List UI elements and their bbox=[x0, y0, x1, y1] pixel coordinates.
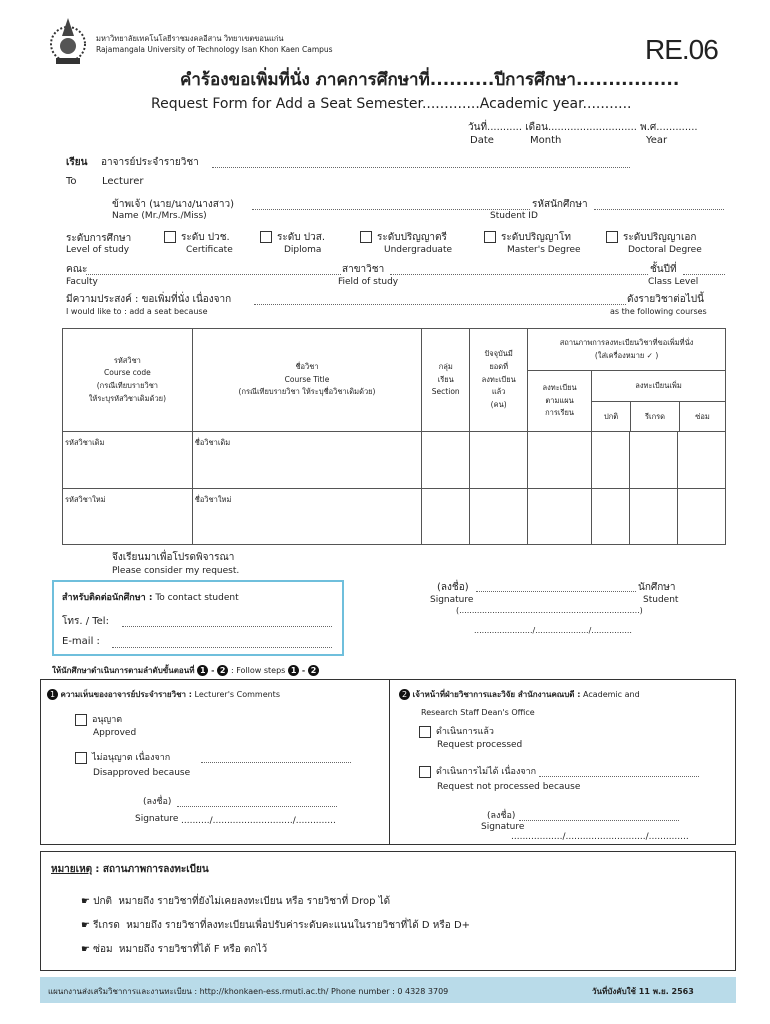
approve-en: Approved bbox=[93, 728, 137, 738]
name-th: ข้าพเจ้า (นาย/นาง/นางสาว) bbox=[112, 199, 234, 210]
month-label: Month bbox=[530, 135, 562, 146]
processed-en: Request processed bbox=[437, 740, 523, 750]
purpose-en-end: as the following courses bbox=[610, 307, 707, 316]
footer-text: แผนกงานส่งเสริมวิชาการและงานทะเบียน : http://khonkaen-ess.rmuti.ac.th/ Phone number : 0 4328 3709 bbox=[48, 987, 449, 996]
new-code-cell[interactable]: รหัสวิชาใหม่ bbox=[63, 489, 193, 545]
major-th: สาขาวิชา bbox=[342, 264, 385, 275]
student-sign-th: (ลงชื่อ) bbox=[437, 582, 469, 593]
student-id-th: รหัสนักศึกษา bbox=[532, 199, 588, 210]
name-en: Name (Mr./Mrs./Miss) bbox=[112, 211, 207, 221]
lecturer-en: Lecturer bbox=[102, 176, 144, 187]
new-count-cell[interactable] bbox=[470, 489, 528, 545]
pointing-hand-icon: ☛ bbox=[81, 944, 90, 955]
consider-th: จึงเรียนมาเพื่อโปรดพิจารณา bbox=[112, 552, 235, 563]
level-master-label: Master's Degree bbox=[507, 245, 581, 255]
footer-bar bbox=[40, 977, 736, 1003]
level-doctoral-label: Doctoral Degree bbox=[628, 245, 702, 255]
tel-label: โทร. / Tel: bbox=[62, 616, 109, 627]
section-header: กลุ่ม เรียน Section bbox=[422, 329, 470, 432]
footer-effective-date: วันที่บังคับใช้ 11 พ.ย. 2563 bbox=[592, 987, 694, 996]
year-label: Year bbox=[646, 135, 668, 146]
section2-title-en2: Research Staff Dean's Office bbox=[421, 708, 535, 717]
old-regrade-cell[interactable] bbox=[630, 432, 678, 489]
lecturer-th: อาจารย์ประจำรายวิชา bbox=[101, 157, 199, 168]
purpose-en: I would like to : add a seat because bbox=[66, 307, 208, 316]
consider-en: Please consider my request. bbox=[112, 566, 240, 576]
steps-instruction: ให้นักศึกษาดำเนินการตามลำดับขั้นตอนที่ 1 - 2 : Follow steps 1 - 2 bbox=[52, 664, 319, 677]
level-doctoral-checkbox[interactable]: ระดับปริญญาเอก bbox=[606, 230, 696, 245]
title-en: Request Form for Add a Seat Semester.............Academic year........... bbox=[151, 96, 632, 112]
title-th: คำร้องขอเพิ่มที่นั่ง ภาคการศึกษาที่..........ปีการศึกษา................ bbox=[180, 70, 680, 90]
processed-checkbox[interactable]: ดำเนินการแล้ว bbox=[419, 724, 494, 738]
old-repair-cell[interactable] bbox=[677, 432, 725, 489]
note-item: ☛ ปกติ หมายถึง รายวิชาที่ยังไม่เคยลงทะเบียน หรือ รายวิชาที่ Drop ได้ bbox=[81, 896, 391, 907]
form-code: RE.06 bbox=[645, 34, 718, 65]
email-field[interactable] bbox=[112, 647, 332, 648]
lecturer-signature-line[interactable] bbox=[177, 806, 337, 807]
old-section-cell[interactable] bbox=[422, 432, 470, 489]
old-count-cell[interactable] bbox=[470, 432, 528, 489]
staff-signature-line[interactable] bbox=[519, 820, 679, 821]
contact-title-th: สำหรับติดต่อนักศึกษา : bbox=[62, 593, 153, 603]
course-table bbox=[62, 328, 726, 545]
university-name-en: Rajamangala University of Technology Isan Khon Kaen Campus bbox=[96, 45, 333, 54]
student-signature-line[interactable] bbox=[476, 591, 636, 592]
level-certificate-label: Certificate bbox=[186, 245, 233, 255]
to-en: To bbox=[66, 176, 77, 187]
level-master-checkbox[interactable]: ระดับปริญญาโท bbox=[484, 230, 571, 245]
section2-title: 2 เจ้าหน้าที่ฝ่ายวิชาการและวิจัย สำนักงานคณบดี : Academic and bbox=[399, 688, 640, 701]
student-id-en: Student ID bbox=[490, 211, 538, 221]
old-plan-cell[interactable] bbox=[528, 432, 592, 489]
deny-checkbox[interactable]: ไม่อนุญาต เนื่องจาก bbox=[75, 750, 170, 764]
level-label-th: ระดับการศึกษา bbox=[66, 233, 132, 244]
purpose-th-end: ดังรายวิชาต่อไปนี้ bbox=[627, 294, 704, 305]
student-th: นักศึกษา bbox=[638, 582, 676, 593]
pointing-hand-icon: ☛ bbox=[81, 920, 90, 931]
student-sign-en: Signature bbox=[430, 595, 474, 605]
extra-header: ลงทะเบียนเพิ่ม ปกติ รีเกรด ซ่อม bbox=[592, 371, 726, 432]
level-label-en: Level of study bbox=[66, 245, 130, 255]
student-name-paren: (.......................................................................) bbox=[456, 606, 643, 615]
section1-sign-en: Signature bbox=[135, 814, 179, 824]
new-title-cell[interactable]: ชื่อวิชาใหม่ bbox=[192, 489, 422, 545]
student-en: Student bbox=[643, 595, 679, 605]
level-undergrad-checkbox[interactable]: ระดับปริญญาตรี bbox=[360, 230, 447, 245]
to-th: เรียน bbox=[66, 157, 88, 168]
course-code-header: รหัสวิชา Course code (กรณีเทียบรายวิชา ให้ระบุรหัสวิชาเดิมด้วย) bbox=[63, 329, 193, 432]
contact-box bbox=[52, 580, 344, 656]
section1-sign-th: (ลงชื่อ) bbox=[143, 797, 172, 807]
level-diploma-checkbox[interactable]: ระดับ ปวส. bbox=[260, 230, 325, 245]
old-normal-cell[interactable] bbox=[592, 432, 630, 489]
new-repair-cell[interactable] bbox=[677, 489, 725, 545]
old-code-cell[interactable]: รหัสวิชาเดิม bbox=[63, 432, 193, 489]
class-year-th: ชั้นปีที่ bbox=[650, 264, 677, 275]
notes-title: หมายเหตุ : สถานภาพการลงทะเบียน bbox=[51, 864, 209, 875]
section1-date: ........../............................/.............. bbox=[181, 816, 336, 826]
section2-sign-en: Signature bbox=[481, 822, 525, 832]
note-item: ☛ ซ่อม หมายถึง รายวิชาที่ได้ F หรือ ตกไว้ bbox=[81, 944, 268, 955]
approve-checkbox[interactable]: อนุญาต bbox=[75, 712, 122, 726]
current-count-header: ปัจจุบันมี ยอดที่ ลงทะเบียน แล้ว (คน) bbox=[470, 329, 528, 432]
contact-title-en: To contact student bbox=[155, 593, 239, 603]
not-processed-en: Request not processed because bbox=[437, 782, 581, 792]
section2-sign-th: (ลงชื่อ) bbox=[487, 811, 516, 821]
level-certificate-checkbox[interactable]: ระดับ ปวช. bbox=[164, 230, 230, 245]
regrade-col: รีเกรด bbox=[631, 402, 680, 431]
course-title-header: ชื่อวิชา Course Title (กรณีเทียบรายวิชา ให้ระบุชื่อวิชาเดิมด้วย) bbox=[192, 329, 422, 432]
new-normal-cell[interactable] bbox=[592, 489, 630, 545]
purpose-th: มีความประสงค์ : ขอเพิ่มที่นั่ง เนื่องจาก bbox=[66, 294, 232, 305]
tel-field[interactable] bbox=[122, 626, 332, 627]
class-year-en: Class Level bbox=[648, 277, 699, 287]
level-diploma-label: Diploma bbox=[284, 245, 322, 255]
faculty-th: คณะ bbox=[66, 264, 88, 275]
date-line: วันที่........... เดือน............................ พ.ศ............. bbox=[468, 122, 698, 133]
date-label: Date bbox=[470, 135, 494, 146]
normal-col: ปกติ bbox=[592, 402, 631, 431]
note-item: ☛ รีเกรด หมายถึง รายวิชาที่ลงทะเบียนเพื่อปรับค่าระดับคะแนนในรายวิชาที่ได้ D หรือ D+ bbox=[81, 920, 471, 931]
new-regrade-cell[interactable] bbox=[630, 489, 678, 545]
email-label: E-mail : bbox=[62, 636, 100, 647]
university-name-th: มหาวิทยาลัยเทคโนโลยีราชมงคลอีสาน วิทยาเขตขอนแก่น bbox=[96, 34, 284, 43]
section1-title: 1 ความเห็นของอาจารย์ประจำรายวิชา : Lecturer's Comments bbox=[47, 688, 280, 701]
new-section-cell[interactable] bbox=[422, 489, 470, 545]
new-plan-cell[interactable] bbox=[528, 489, 592, 545]
status-header: สถานภาพการลงทะเบียนวิชาที่ขอเพิ่มที่นั่ง (ใส่เครื่องหมาย ✓ ) bbox=[528, 329, 726, 371]
major-en: Field of study bbox=[338, 277, 399, 287]
old-title-cell[interactable]: ชื่อวิชาเดิม bbox=[192, 432, 422, 489]
deny-en: Disapproved because bbox=[93, 768, 191, 778]
university-seal-icon bbox=[48, 14, 88, 66]
pointing-hand-icon: ☛ bbox=[81, 896, 90, 907]
table-row-new bbox=[63, 489, 726, 545]
table-row-old bbox=[63, 432, 726, 489]
notes-box bbox=[40, 851, 736, 971]
not-processed-checkbox[interactable]: ดำเนินการไม่ได้ เนื่องจาก bbox=[419, 764, 536, 778]
level-undergrad-label: Undergraduate bbox=[384, 245, 453, 255]
section2-date: ................../............................/.............. bbox=[511, 832, 689, 842]
approval-box bbox=[40, 679, 736, 845]
plan-header: ลงทะเบียน ตามแผน การเรียน bbox=[528, 371, 592, 432]
student-sign-date: ......................./...................../................ bbox=[474, 626, 632, 635]
repair-col: ซ่อม bbox=[695, 412, 710, 421]
faculty-en: Faculty bbox=[66, 277, 98, 287]
